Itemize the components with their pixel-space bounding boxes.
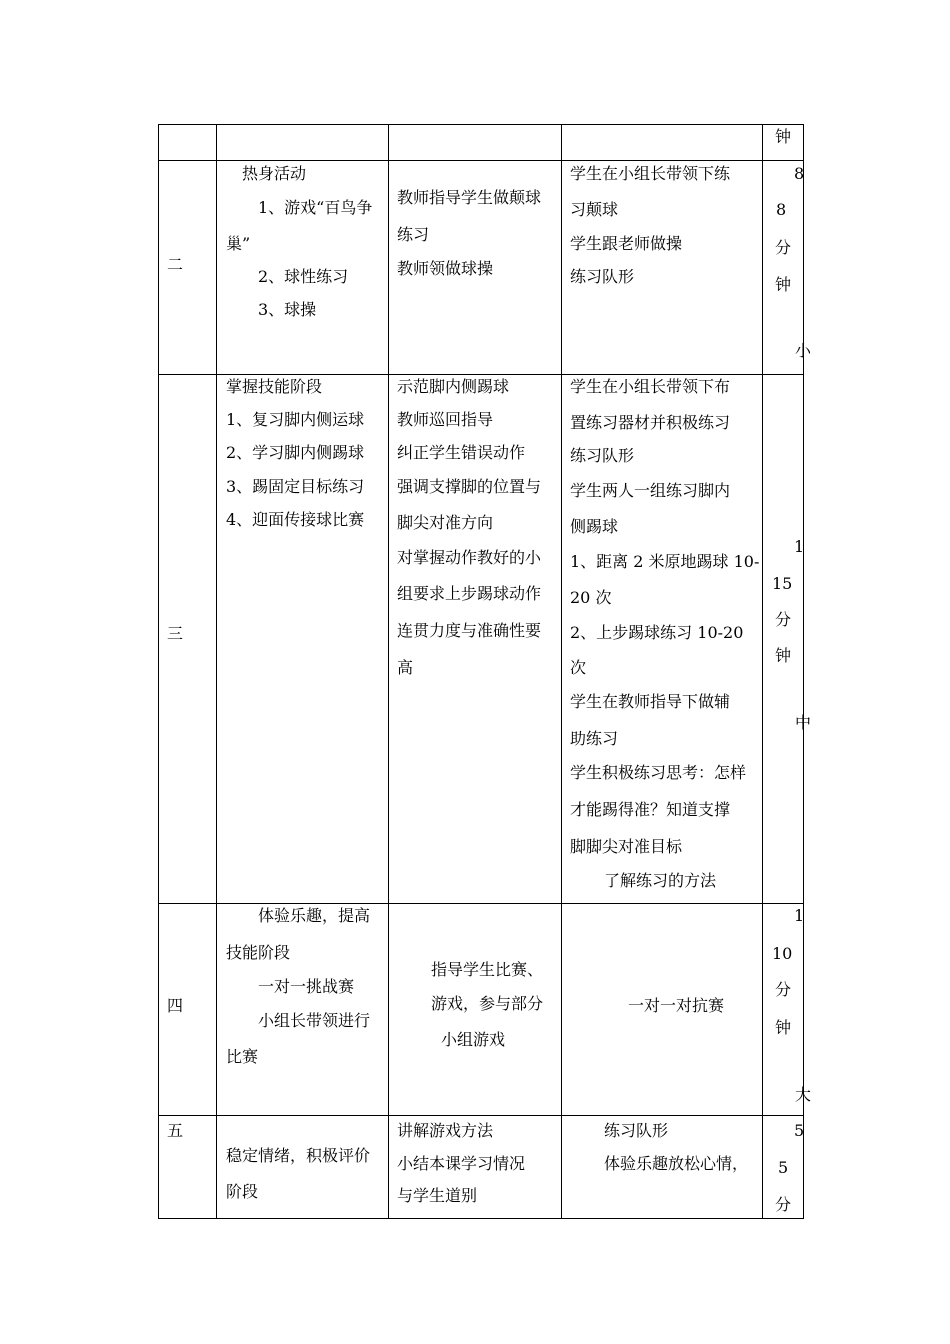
student-line: 习颠球 xyxy=(570,200,619,219)
student-line: 助练习 xyxy=(570,729,619,748)
teacher-line: 高 xyxy=(397,658,414,677)
teacher-line: 小结本课学习情况 xyxy=(397,1154,526,1173)
student-line: 学生在小组长带领下布 xyxy=(570,377,731,396)
time-cell-text: 8 xyxy=(794,164,805,183)
teacher-line: 讲解游戏方法 xyxy=(397,1121,494,1140)
student-line: 练习队形 xyxy=(570,446,635,465)
content-line: 稳定情绪，积极评价 xyxy=(226,1146,371,1165)
column-divider xyxy=(762,125,763,1218)
time-cell-text: 分 xyxy=(775,238,792,257)
row-divider xyxy=(159,1115,803,1116)
teacher-line: 连贯力度与准确性要 xyxy=(397,621,542,640)
student-line: 脚脚尖对准目标 xyxy=(570,837,683,856)
content-line: 3、踢固定目标练习 xyxy=(226,477,365,496)
stage-label: 二 xyxy=(167,255,184,274)
teacher-line: 游戏，参与部分 xyxy=(431,994,544,1013)
side-label: 中 xyxy=(795,713,812,732)
content-line: 巢” xyxy=(226,234,251,253)
content-line: 体验乐趣，提高 xyxy=(258,906,371,925)
column-divider xyxy=(561,125,562,1218)
row-divider xyxy=(159,374,803,375)
teacher-line: 练习 xyxy=(397,225,430,244)
content-line: 2、学习脚内侧踢球 xyxy=(226,443,365,462)
content-line: 掌握技能阶段 xyxy=(226,377,323,396)
teacher-line: 脚尖对准方向 xyxy=(397,513,494,532)
student-line: 练习队形 xyxy=(570,267,635,286)
teacher-line: 小组游戏 xyxy=(441,1030,506,1049)
teacher-line: 强调支撑脚的位置与 xyxy=(397,477,542,496)
time-cell-text: 钟 xyxy=(775,646,792,665)
student-line: 置练习器材并积极练习 xyxy=(570,413,731,432)
time-cell-text: 钟 xyxy=(775,1018,792,1037)
student-line: 学生积极练习思考：怎样 xyxy=(570,763,747,782)
side-label: 小 xyxy=(795,341,812,360)
student-line: 侧踢球 xyxy=(570,517,619,536)
content-line: 技能阶段 xyxy=(226,943,291,962)
content-line: 热身活动 xyxy=(242,164,307,183)
teacher-line: 指导学生比赛、 xyxy=(431,960,544,979)
time-cell-text: 5 xyxy=(778,1158,789,1177)
time-cell-text: 8 xyxy=(776,200,787,219)
content-line: 3、球操 xyxy=(258,300,317,319)
content-line: 1、复习脚内侧运球 xyxy=(226,410,365,429)
time-cell-text: 钟 xyxy=(775,127,792,146)
content-line: 一对一挑战赛 xyxy=(258,977,355,996)
student-line: 练习队形 xyxy=(604,1121,669,1140)
content-line: 比赛 xyxy=(226,1047,259,1066)
stage-label: 四 xyxy=(167,996,184,1015)
teacher-line: 组要求上步踢球动作 xyxy=(397,584,542,603)
time-cell-text: 1 xyxy=(794,537,805,556)
student-line: 学生跟老师做操 xyxy=(570,234,683,253)
stage-label: 五 xyxy=(167,1121,184,1140)
teacher-line: 示范脚内侧踢球 xyxy=(397,377,510,396)
content-line: 1、游戏“百鸟争 xyxy=(258,198,373,217)
student-line: 一对一对抗赛 xyxy=(628,996,725,1015)
student-line: 学生在小组长带领下练 xyxy=(570,164,731,183)
column-divider xyxy=(216,125,217,1218)
time-cell-text: 1 xyxy=(794,906,805,925)
student-line: 1、距离 2 米原地踢球 10- xyxy=(570,552,760,571)
time-cell-text: 分 xyxy=(775,1195,792,1214)
student-line: 次 xyxy=(570,658,587,677)
row-divider xyxy=(159,903,803,904)
content-line: 4、迎面传接球比赛 xyxy=(226,510,365,529)
stage-label: 三 xyxy=(167,624,184,643)
time-cell-text: 分 xyxy=(775,980,792,999)
content-line: 阶段 xyxy=(226,1182,259,1201)
teacher-line: 教师巡回指导 xyxy=(397,410,494,429)
time-cell-text: 5 xyxy=(794,1121,805,1140)
teacher-line: 教师指导学生做颠球 xyxy=(397,188,542,207)
student-line: 学生两人一组练习脚内 xyxy=(570,481,731,500)
student-line: 20 次 xyxy=(570,588,612,607)
student-line: 学生在教师指导下做辅 xyxy=(570,692,731,711)
student-line: 体验乐趣放松心情， xyxy=(604,1154,749,1173)
row-divider xyxy=(159,160,803,161)
student-line: 2、上步踢球练习 10-20 xyxy=(570,623,744,642)
time-cell-text: 钟 xyxy=(775,275,792,294)
teacher-line: 教师领做球操 xyxy=(397,259,494,278)
content-line: 小组长带领进行 xyxy=(258,1011,371,1030)
content-line: 2、球性练习 xyxy=(258,267,349,286)
time-cell-text: 分 xyxy=(775,610,792,629)
time-cell-text: 10 xyxy=(772,944,793,963)
column-divider xyxy=(388,125,389,1218)
student-line: 才能踢得准？知道支撑 xyxy=(570,800,731,819)
time-cell-text: 15 xyxy=(772,574,793,593)
side-label: 大 xyxy=(795,1085,812,1104)
student-line: 了解练习的方法 xyxy=(604,871,717,890)
teacher-line: 对掌握动作教好的小 xyxy=(397,548,542,567)
teacher-line: 与学生道别 xyxy=(397,1186,478,1205)
teacher-line: 纠正学生错误动作 xyxy=(397,443,526,462)
